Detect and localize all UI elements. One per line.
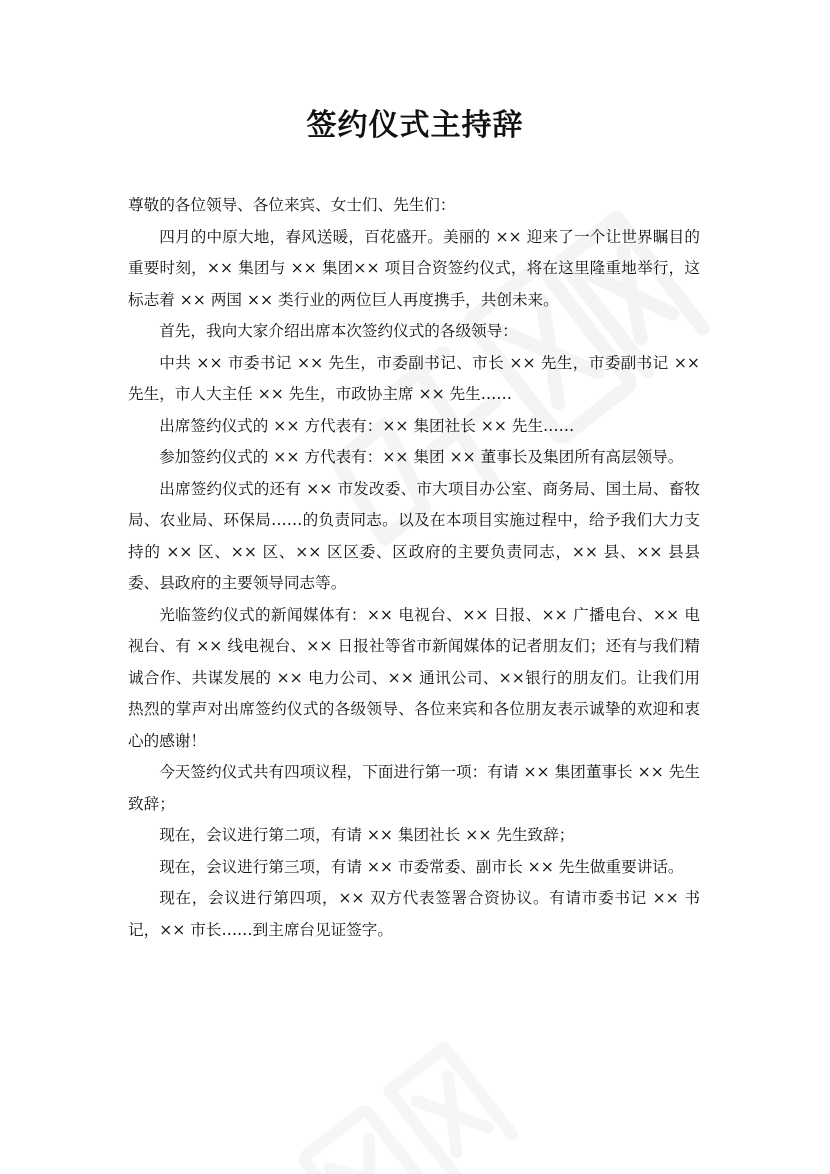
body-paragraph: 中共 ×× 市委书记 ×× 先生，市委副书记、市长 ×× 先生，市委副书记 ×× 先生，市人大主任 ×× 先生，市政协主席 ×× 先生……: [128, 353, 700, 403]
salutation-paragraph: 尊敬的各位领导、各位来宾、女士们、先生们：: [128, 196, 456, 214]
document-body: [128, 190, 700, 946]
body-paragraph: 今天签约仪式共有四项议程，下面进行第一项：有请 ×× 集团董事长 ×× 先生致辞；: [128, 763, 700, 813]
body-paragraph: 现在，会议进行第四项，×× 双方代表签署合资协议。有请市委书记 ×× 书记，×× 市长……到主席台见证签字。: [128, 889, 700, 939]
body-paragraph: 参加签约仪式的 ×× 方代表有：×× 集团 ×× 董事长及集团所有高层领导。: [159, 448, 684, 466]
body-paragraph: 四月的中原大地，春风送暖，百花盛开。美丽的 ×× 迎来了一个让世界瞩目的重要时刻，×× 集团与 ×× 集团×× 项目合资签约仪式，将在这里隆重地举行，这标志着 ×× 两国 ×× 类行业的两位巨人再度携手，共创未来。: [128, 227, 700, 309]
body-paragraph: 光临签约仪式的新闻媒体有：×× 电视台、×× 日报、×× 广播电台、×× 电视台、有 ×× 线电视台、×× 日报社等省市新闻媒体的记者朋友们；还有与我们精诚合作、共谋发展的 ×× 电力公司、×× 通讯公司、××银行的朋友们。让我们用热烈的掌声对出席签约仪式的各级领导、各位来宾和各位朋友表示诚挚的欢迎和衷心的感谢！: [128, 605, 700, 750]
body-paragraph: 出席签约仪式的还有 ×× 市发改委、市大项目办公室、商务局、国土局、畜牧局、农业局、环保局……的负责同志。以及在本项目实施过程中，给予我们大力支持的 ×× 区、×× 区、×× 区区委、区政府的主要负责同志，×× 县、×× 县县委、县政府的主要领导同志等。: [128, 479, 700, 592]
body-paragraph: 首先，我向大家介绍出席本次签约仪式的各级领导：: [159, 322, 518, 340]
document-title: 签约仪式主持辞: [306, 108, 524, 143]
watermark-graphic-bottom: [253, 975, 588, 1174]
body-paragraph: 出席签约仪式的 ×× 方代表有：×× 集团社长 ×× 先生……: [159, 416, 575, 435]
body-paragraph: 现在，会议进行第二项，有请 ×× 集团社长 ×× 先生致辞；: [159, 826, 575, 844]
body-paragraph: 现在，会议进行第三项，有请 ×× 市委常委、副市长 ×× 先生做重要讲话。: [159, 857, 684, 876]
